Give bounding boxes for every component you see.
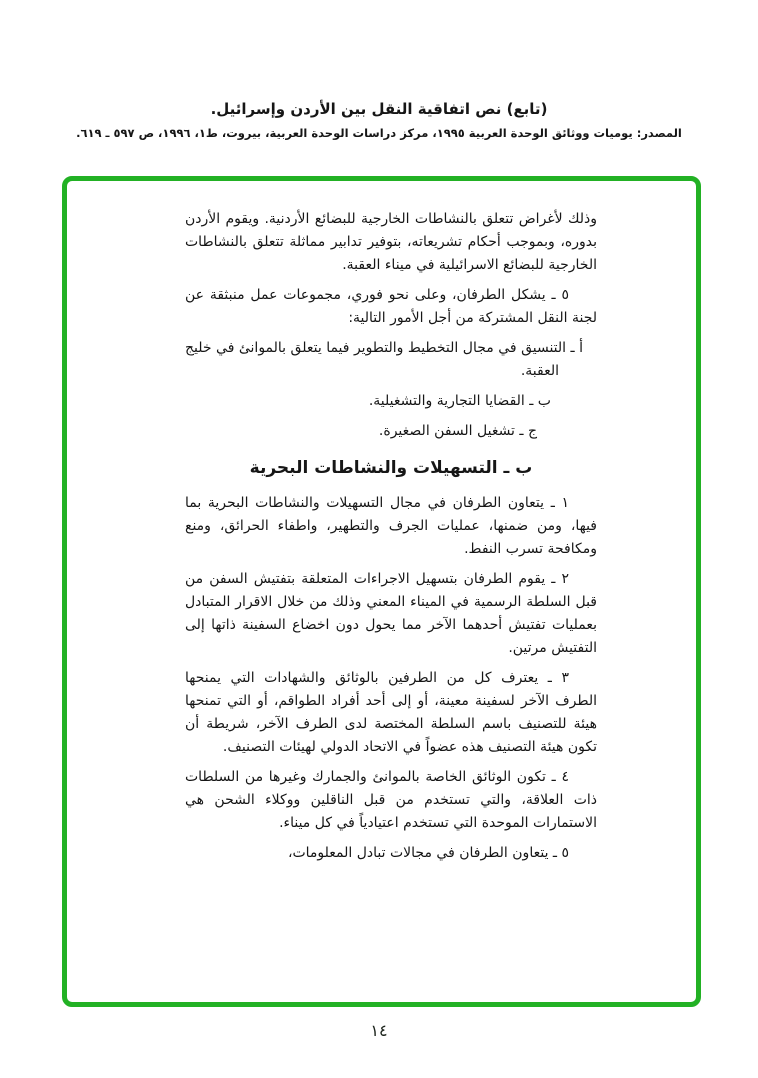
paragraph-subclause-b: ب ـ القضايا التجارية والتشغيلية. bbox=[368, 393, 551, 409]
document-title: (تابع) نص اتفاقية النقل بين الأردن وإسرائيل. bbox=[210, 100, 548, 118]
paragraph-continuation: وذلك لأغراض تتعلق بالنشاطات الخارجية للبضائع الأردنية. ويقوم الأردن بدوره، وبموجب أحكام تشريعاته، بتوفير تدابير مماثلة تتعلق بالنشاطات الخارجية للبضائع الاسرائيلية في ميناء العقبة. bbox=[185, 211, 597, 273]
document-body bbox=[185, 208, 597, 865]
source-citation: المصدر: يوميات ووثائق الوحدة العربية ١٩٩٥، مركز دراسات الوحدة العربية، بيروت، ط١، ١٩٩٦، ص ٥٩٧ ـ ٦١٩. bbox=[76, 126, 682, 140]
paragraph-subclause-a: أ ـ التنسيق في مجال التخطيط والتطوير فيما يتعلق بالموانئ في خليج العقبة. bbox=[185, 340, 583, 379]
paragraph-clause-5: ٥ ـ يشكل الطرفان، وعلى نحو فوري، مجموعات عمل منبثقة عن لجنة النقل المشتركة من أجل الأمور التالية: bbox=[185, 287, 597, 326]
page-number: ١٤ bbox=[370, 1021, 388, 1040]
paragraph-section-clause-5: ٥ ـ يتعاون الطرفان في مجالات تبادل المعلومات، bbox=[287, 845, 569, 861]
paragraph-section-clause-4: ٤ ـ تكون الوثائق الخاصة بالموانئ والجمارك وغيرها من السلطات ذات العلاقة، والتي تستخدم من قبل الناقلين ووكلاء الشحن هي الاستمارات الموحدة التي تستخدم اعتيادياً في كل ميناء. bbox=[185, 769, 597, 831]
paragraph-section-clause-2: ٢ ـ يقوم الطرفان بتسهيل الاجراءات المتعلقة بتفتيش السفن من قبل السلطة الرسمية في الميناء المعني وذلك من خلال الاقرار المتبادل بعمليات تفتيش أحدهما الآخر مما يحول دون اخضاع السفينة ذاتها إلى التفتيش مرتين. bbox=[185, 571, 597, 656]
paragraph-subclause-c: ج ـ تشغيل السفن الصغيرة. bbox=[378, 423, 537, 439]
section-heading-maritime-facilities: ب ـ التسهيلات والنشاطات البحرية bbox=[249, 458, 533, 478]
paragraph-section-clause-3: ٣ ـ يعترف كل من الطرفين بالوثائق والشهادات التي يمنحها الطرف الآخر لسفينة معينة، أو إلى أحد أفراد الطواقم، أو التي تمنحها هيئة للتصنيف باسم السلطة المختصة لدى الطرف الآخر، شريطة أن تكون هيئة التصنيف هذه عضواً في الاتحاد الدولي لهيئات التصنيف. bbox=[185, 670, 597, 755]
document-frame bbox=[62, 176, 701, 1007]
paragraph-section-clause-1: ١ ـ يتعاون الطرفان في مجال التسهيلات والنشاطات البحرية بما فيها، ومن ضمنها، عمليات الجرف والتطهير، واطفاء الحرائق، ومنع ومكافحة تسرب النفط. bbox=[185, 495, 597, 557]
page-header bbox=[0, 100, 758, 140]
